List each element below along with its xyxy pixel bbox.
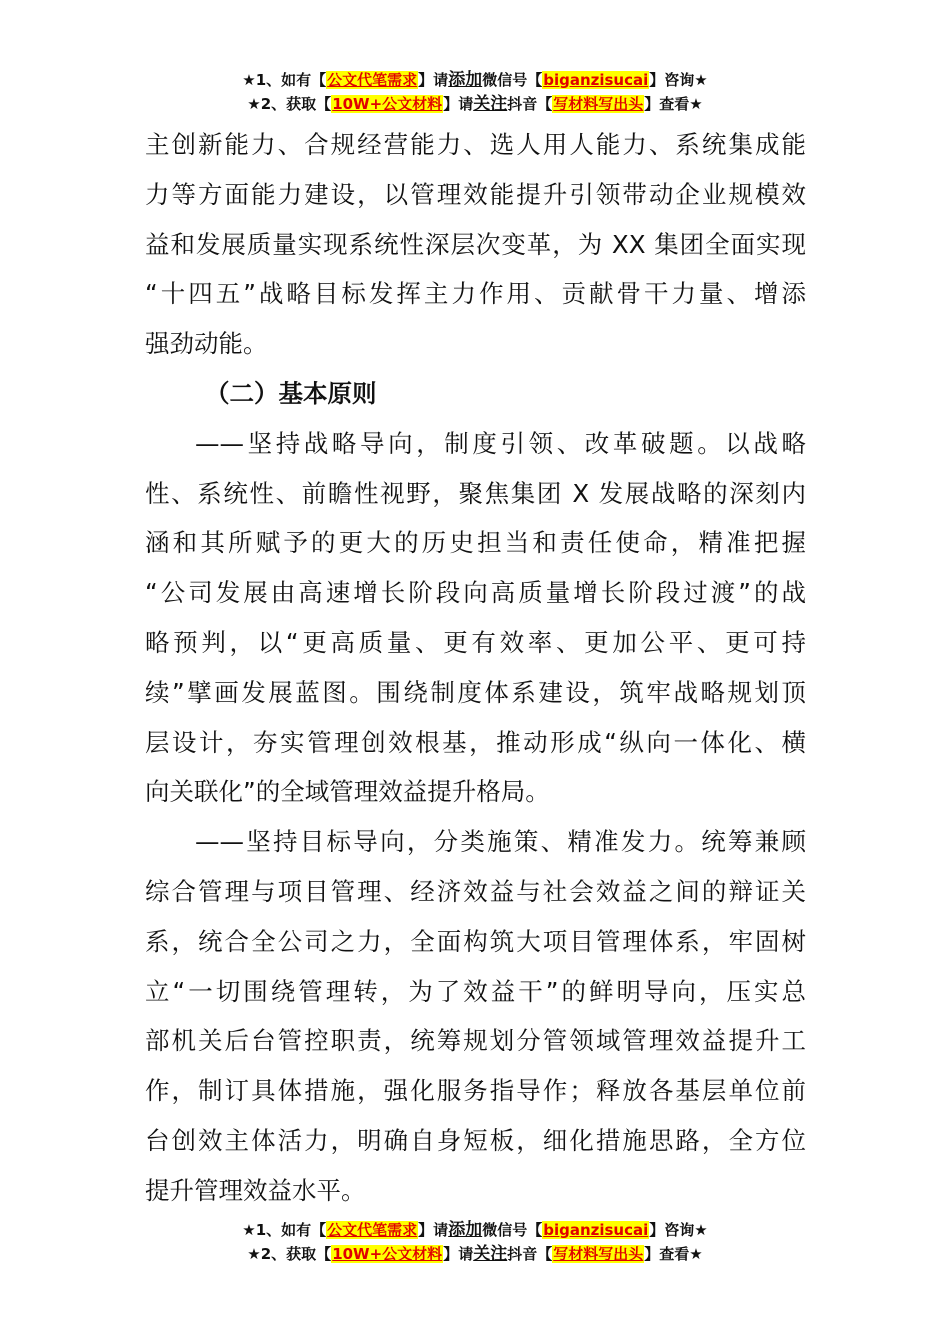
header-banner: [0, 68, 950, 116]
section-heading: （二）基本原则: [205, 378, 377, 408]
banner-text: 抖音【: [507, 95, 553, 113]
banner-text: 】请: [418, 71, 449, 89]
banner-underline: 添加: [448, 1220, 483, 1240]
banner-text: 抖音【: [507, 1245, 553, 1263]
paragraph-line: 部机关后台管控职责，统筹规划分管领域管理效益提升工: [145, 1026, 806, 1056]
banner-underline: 关注: [473, 1244, 508, 1264]
banner-line-1: [0, 1218, 950, 1242]
banner-text: 】查看★: [644, 95, 703, 113]
paragraph-line: 略预判，以“更高质量、更有效率、更加公平、更可持: [145, 627, 806, 657]
banner-highlight: 10W+公文材料: [332, 95, 443, 113]
banner-text: ★2、获取【: [247, 1245, 332, 1263]
paragraph-line: 力等方面能力建设，以管理效能提升引领带动企业规模效: [145, 179, 806, 209]
banner-text: ★2、获取【: [247, 95, 332, 113]
paragraph-line: “十四五”战略目标发挥主力作用、贡献骨干力量、增添: [145, 279, 806, 309]
banner-text: ★1、如有【: [242, 71, 327, 89]
paragraph-line: 性、系统性、前瞻性视野，聚焦集团 X 发展战略的深刻内: [145, 478, 806, 508]
banner-highlight: 10W+公文材料: [332, 1245, 443, 1263]
paragraph-line: 层设计，夯实管理创效根基，推动形成“纵向一体化、横: [145, 727, 806, 757]
banner-highlight: 公文代笔需求: [327, 71, 418, 89]
paragraph-line: 台创效主体活力，明确自身短板，细化措施思路，全方位: [145, 1125, 806, 1155]
paragraph-line: 作，制订具体措施，强化服务指导作；释放各基层单位前: [145, 1076, 806, 1106]
banner-text: 】查看★: [644, 1245, 703, 1263]
paragraph-line: “公司发展由高速增长阶段向高质量增长阶段过渡”的战: [145, 578, 806, 608]
paragraph-line: ——坚持战略导向，制度引领、改革破题。以战略: [195, 428, 806, 458]
banner-line-2: [0, 92, 950, 116]
document-body: [145, 120, 806, 1216]
banner-text: 】咨询★: [649, 71, 708, 89]
paragraph-line: 系，统合全公司之力，全面构筑大项目管理体系，牢固树: [145, 926, 806, 956]
banner-text: 】请: [443, 95, 474, 113]
paragraph-line: 综合管理与项目管理、经济效益与社会效益之间的辩证关: [145, 876, 806, 906]
banner-highlight: biganzisucai: [543, 1221, 649, 1239]
footer-banner: [0, 1218, 950, 1266]
paragraph-line: 益和发展质量实现系统性深层次变革，为 XX 集团全面实现: [145, 229, 806, 259]
paragraph-line: ——坚持目标导向，分类施策、精准发力。统筹兼顾: [195, 827, 806, 857]
banner-text: 微信号【: [482, 71, 543, 89]
banner-highlight: 写材料写出头: [553, 1245, 644, 1263]
banner-text: 】请: [443, 1245, 474, 1263]
banner-line-2: [0, 1242, 950, 1266]
paragraph-line: 续”擘画发展蓝图。围绕制度体系建设，筑牢战略规划顶: [145, 677, 806, 707]
banner-text: 微信号【: [482, 1221, 543, 1239]
banner-underline: 添加: [448, 70, 483, 90]
banner-underline: 关注: [473, 94, 508, 114]
paragraph-line: 涵和其所赋予的更大的历史担当和责任使命，精准把握: [145, 528, 806, 558]
banner-text: 】咨询★: [649, 1221, 708, 1239]
banner-highlight: 公文代笔需求: [327, 1221, 418, 1239]
paragraph-line: 向关联化”的全域管理效益提升格局。: [145, 777, 550, 807]
banner-highlight: 写材料写出头: [553, 95, 644, 113]
paragraph-line: 强劲动能。: [145, 329, 268, 359]
banner-line-1: [0, 68, 950, 92]
paragraph-line: 主创新能力、合规经营能力、选人用人能力、系统集成能: [145, 130, 806, 159]
paragraph-line: 提升管理效益水平。: [145, 1175, 366, 1205]
banner-text: ★1、如有【: [242, 1221, 327, 1239]
banner-highlight: biganzisucai: [543, 71, 649, 89]
banner-text: 】请: [418, 1221, 449, 1239]
paragraph-line: 立“一切围绕管理转，为了效益干”的鲜明导向，压实总: [145, 976, 806, 1006]
